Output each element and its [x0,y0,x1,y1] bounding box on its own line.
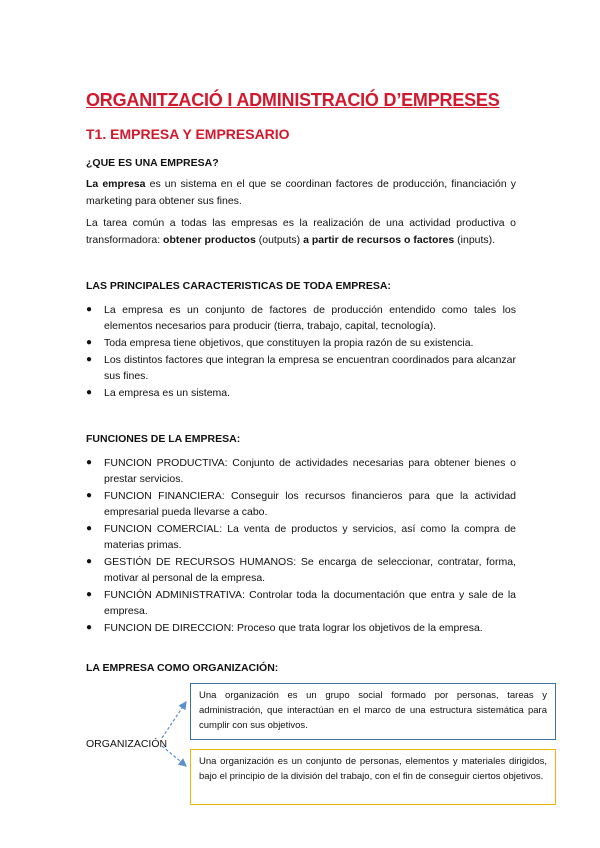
list-item-text: La empresa es un conjunto de factores de producción entendido como tales los elementos necesarios para producir (tierra, trabajo, capital, tecnología). [104,304,516,332]
list-item-text: La empresa es un sistema. [104,387,231,399]
bullet-icon: ● [86,304,93,315]
paragraph-task-mid: (outputs) [255,234,304,246]
paragraph-task-bold1: obtener productos [163,234,256,246]
heading-what-is-company: ¿QUE ES UNA EMPRESA? [86,157,219,169]
arrow-down-icon [162,746,186,766]
organization-label: ORGANIZACIÓN [86,738,168,750]
document-title: ORGANITZACIÓ I ADMINISTRACIÓ D’EMPRESES [86,90,500,110]
paragraph-task-bold2: a partir de recursos o factores [303,234,455,246]
list-item-text: Los distintos factores que integran la empresa se encuentran coordinados para alcanzar sus fines. [104,354,516,382]
bullet-icon: ● [86,622,93,633]
list-item-text: Toda empresa tiene objetivos, que constituyen la propia razón de su existencia. [104,337,474,349]
paragraph-task-end: (inputs). [454,234,496,246]
bullet-icon: ● [86,354,93,365]
arrow-up-icon [162,702,186,738]
paragraph-definition-text: es un sistema en el que se coordinan factores de producción, financiación y marketing para obtener sus fines. [86,178,516,207]
bullet-icon: ● [86,387,93,398]
bullet-icon: ● [86,337,93,348]
document-subtitle: T1. EMPRESA Y EMPRESARIO [86,126,290,142]
paragraph-definition-bold: La empresa [86,178,146,190]
organization-definition-box-2: Una organización es un conjunto de personas, elementos y materiales dirigidos, bajo el principio de la división del trabajo, con el fin de conseguir ciertos objetivos. [190,749,556,805]
list-item-text: FUNCIÓN ADMINISTRATIVA: Controlar toda la documentación que entra y sale de la empresa. [104,589,516,617]
paragraph-task-start: La tarea común a todas las empresas es la realización de una actividad productiva o transformadora: [86,217,516,246]
list-item-text: GESTIÓN DE RECURSOS HUMANOS: Se encarga de seleccionar, contratar, forma, motivar al personal de la empresa. [104,556,516,584]
bullet-icon: ● [86,490,93,501]
bullet-icon: ● [86,523,93,534]
list-item-text: FUNCION DE DIRECCION: Proceso que trata lograr los objetivos de la empresa. [104,622,483,634]
heading-organization: LA EMPRESA COMO ORGANIZACIÓN: [86,662,279,674]
heading-characteristics: LAS PRINCIPALES CARACTERISTICAS DE TODA EMPRESA: [86,280,391,292]
bullet-icon: ● [86,457,93,468]
bullet-icon: ● [86,556,93,567]
list-item-text: FUNCION COMERCIAL: La venta de productos y servicios, así como la compra de materias primas. [104,523,516,551]
heading-functions: FUNCIONES DE LA EMPRESA: [86,433,241,445]
bullet-icon: ● [86,589,93,600]
list-item-text: FUNCION FINANCIERA: Conseguir los recursos financieros para que la actividad empresarial pueda llevarse a cabo. [104,490,516,518]
list-item-text: FUNCION PRODUCTIVA: Conjunto de actividades necesarias para obtener bienes o prestar servicios. [104,457,516,485]
organization-definition-box-1: Una organización es un grupo social formado por personas, tareas y administración, que interactúan en el marco de una estructura sistemática para cumplir con sus objetivos. [190,683,556,740]
